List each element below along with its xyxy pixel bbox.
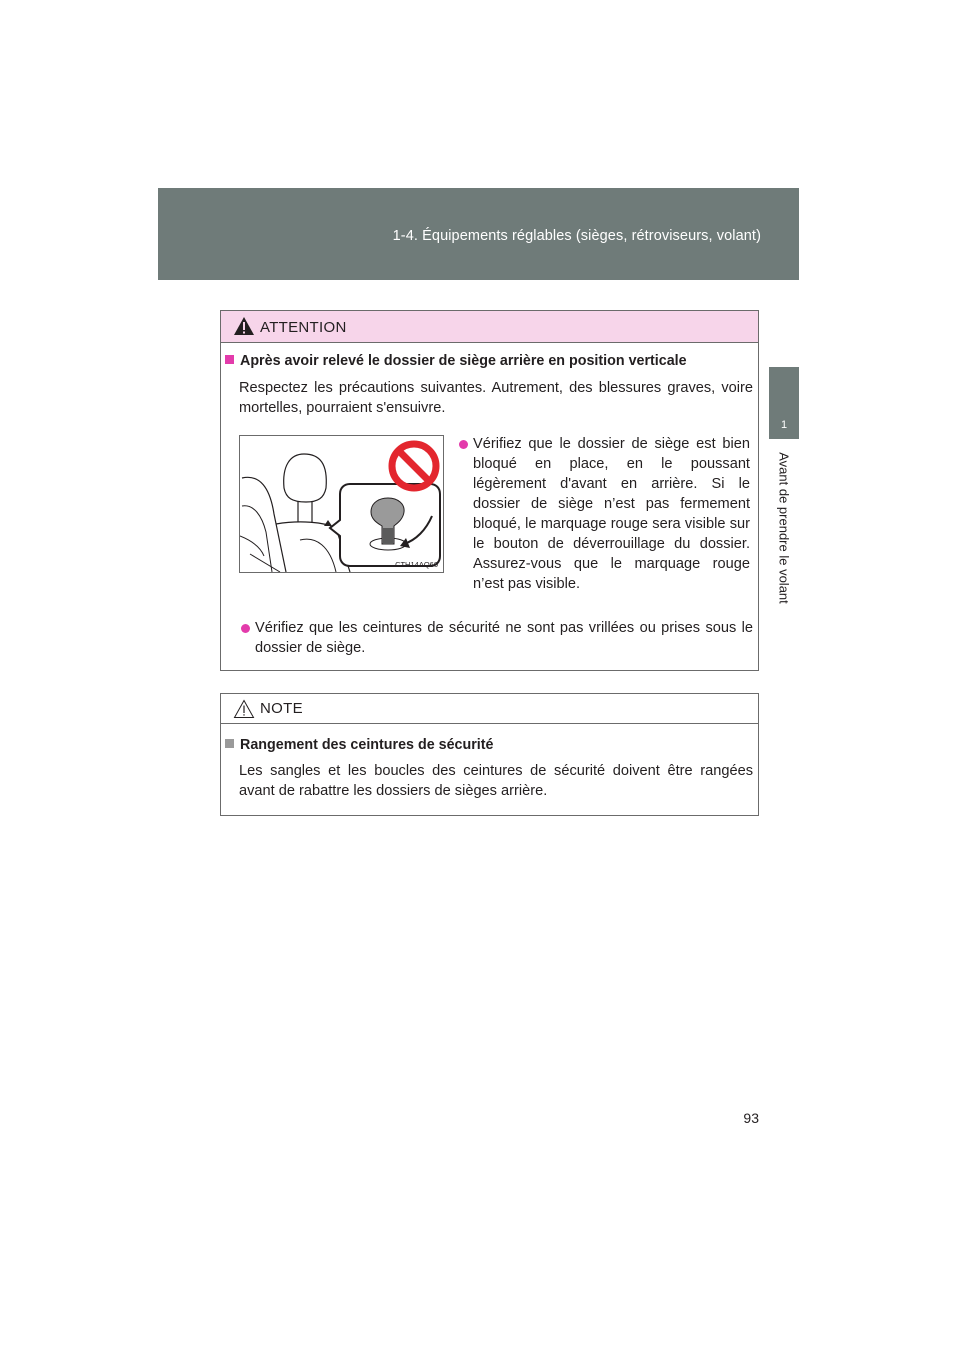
seat-illustration-icon [240,436,443,572]
note-text: Les sangles et les boucles des ceintures de sécurité doivent être rangées avant de rabattre les dossiers de sièges arrière. [239,763,753,799]
chapter-label: Avant de prendre le volant [776,452,792,604]
attention-intro: Respectez les précautions suivantes. Autrement, des blessures graves, voire mortelles, pourraient s'ensuivre. [239,380,753,416]
chapter-tab [769,367,799,439]
header-band [158,188,799,280]
attention-subheading: Après avoir relevé le dossier de siège arrière en position verticale [225,353,687,369]
bullet-dot-icon [459,440,468,449]
attention-header [221,311,758,343]
section-title: 1-4. Équipements réglables (sièges, rétroviseurs, volant) [392,228,761,244]
note-header [221,694,758,724]
attention-bullet-1: Vérifiez que le dossier de siège est bien bloqué en place, en le poussant légèrement d'avant en arrière. Si le dossier de siège n’est pas fermement bloqué, le marquage rouge sera visible sur le bouton de déverrouillage du dossier. Assurez-vous que le marquage rouge n’est pas visible. [473,436,750,592]
attention-box [220,310,759,671]
note-subheading: Rangement des ceintures de sécurité [225,737,493,753]
note-title: NOTE [260,700,303,717]
note-box [220,693,759,816]
page-number: 93 [743,1110,759,1126]
square-bullet-icon [225,355,234,364]
chapter-number: 1 [780,419,788,431]
bullet-dot-icon [241,624,250,633]
figure-code: CTH14AQ60 [395,560,438,569]
attention-bullet-2: Vérifiez que les ceintures de sécurité ne sont pas vrillées ou prises sous le dossier de siège. [255,620,753,656]
seat-lock-illustration [239,435,444,573]
warning-triangle-icon [233,316,255,336]
caution-triangle-outline-icon [233,699,255,719]
attention-title: ATTENTION [260,319,347,336]
square-bullet-icon [225,739,234,748]
